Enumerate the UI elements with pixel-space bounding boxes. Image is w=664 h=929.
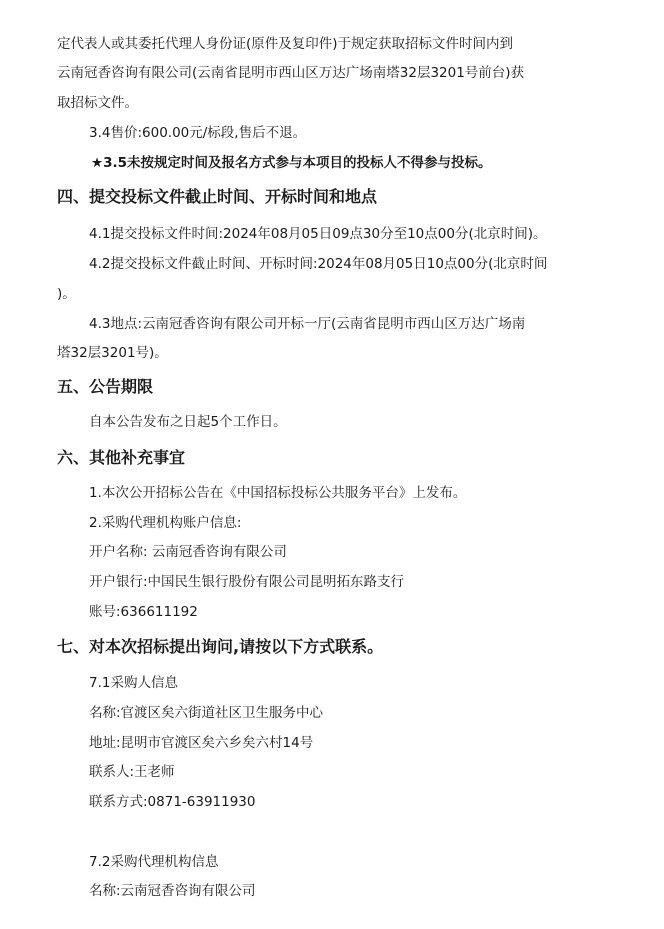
buyer-info-heading: 7.1采购人信息: [89, 675, 178, 691]
account-number: 账号:636611192: [89, 604, 198, 620]
buyer-address: 地址:昆明市官渡区矣六乡矣六村14号: [89, 735, 314, 751]
buyer-contact-person: 联系人:王老师: [89, 764, 175, 780]
section-4-heading: 四、提交投标文件截止时间、开标时间和地点: [57, 187, 378, 206]
buyer-name: 名称:官渡区矣六街道社区卫生服务中心: [89, 705, 324, 721]
publication-platform-paragraph: 1.本次公开招标公告在《中国招标投标公共服务平台》上发布。: [89, 485, 467, 501]
deadline-paragraph-line-2: )。: [57, 286, 76, 302]
submission-time-paragraph: 4.1提交投标文件时间:2024年08月05日09点30分至10点00分(北京时间)。: [89, 226, 547, 242]
section-5-heading: 五、公告期限: [57, 377, 154, 396]
intro-line-3: 取招标文件。: [57, 95, 138, 111]
price-paragraph: 3.4售价:600.00元/标段,售后不退。: [89, 125, 307, 141]
agency-name: 名称:云南冠香咨询有限公司: [89, 883, 256, 899]
agency-info-heading: 7.2采购代理机构信息: [89, 854, 219, 870]
location-paragraph-line-1: 4.3地点:云南冠香咨询有限公司开标一厅(云南省昆明市西山区万达广场南: [89, 316, 526, 332]
deadline-paragraph-line-1: 4.2提交投标文件截止时间、开标时间:2024年08月05日10点00分(北京时间: [89, 256, 548, 272]
intro-line-1: 定代表人或其委托代理人身份证(原件及复印件)于规定获取招标文件时间内到: [57, 36, 514, 52]
location-paragraph-line-2: 塔32层3201号)。: [57, 345, 168, 361]
account-name: 开户名称: 云南冠香咨询有限公司: [89, 544, 287, 560]
section-7-heading: 七、对本次招标提出询问,请按以下方式联系。: [57, 637, 384, 656]
agency-account-heading: 2.采购代理机构账户信息:: [89, 515, 242, 531]
section-6-heading: 六、其他补充事宜: [57, 448, 186, 467]
buyer-phone: 联系方式:0871-63911930: [89, 794, 256, 810]
registration-warning: ★3.5未按规定时间及报名方式参与本项目的投标人不得参与投标。: [91, 155, 492, 171]
intro-line-2: 云南冠香咨询有限公司(云南省昆明市西山区万达广场南塔32层3201号前台)获: [57, 65, 525, 81]
announcement-period-paragraph: 自本公告发布之日起5个工作日。: [89, 414, 287, 430]
bank-name: 开户银行:中国民生银行股份有限公司昆明拓东路支行: [89, 574, 405, 590]
